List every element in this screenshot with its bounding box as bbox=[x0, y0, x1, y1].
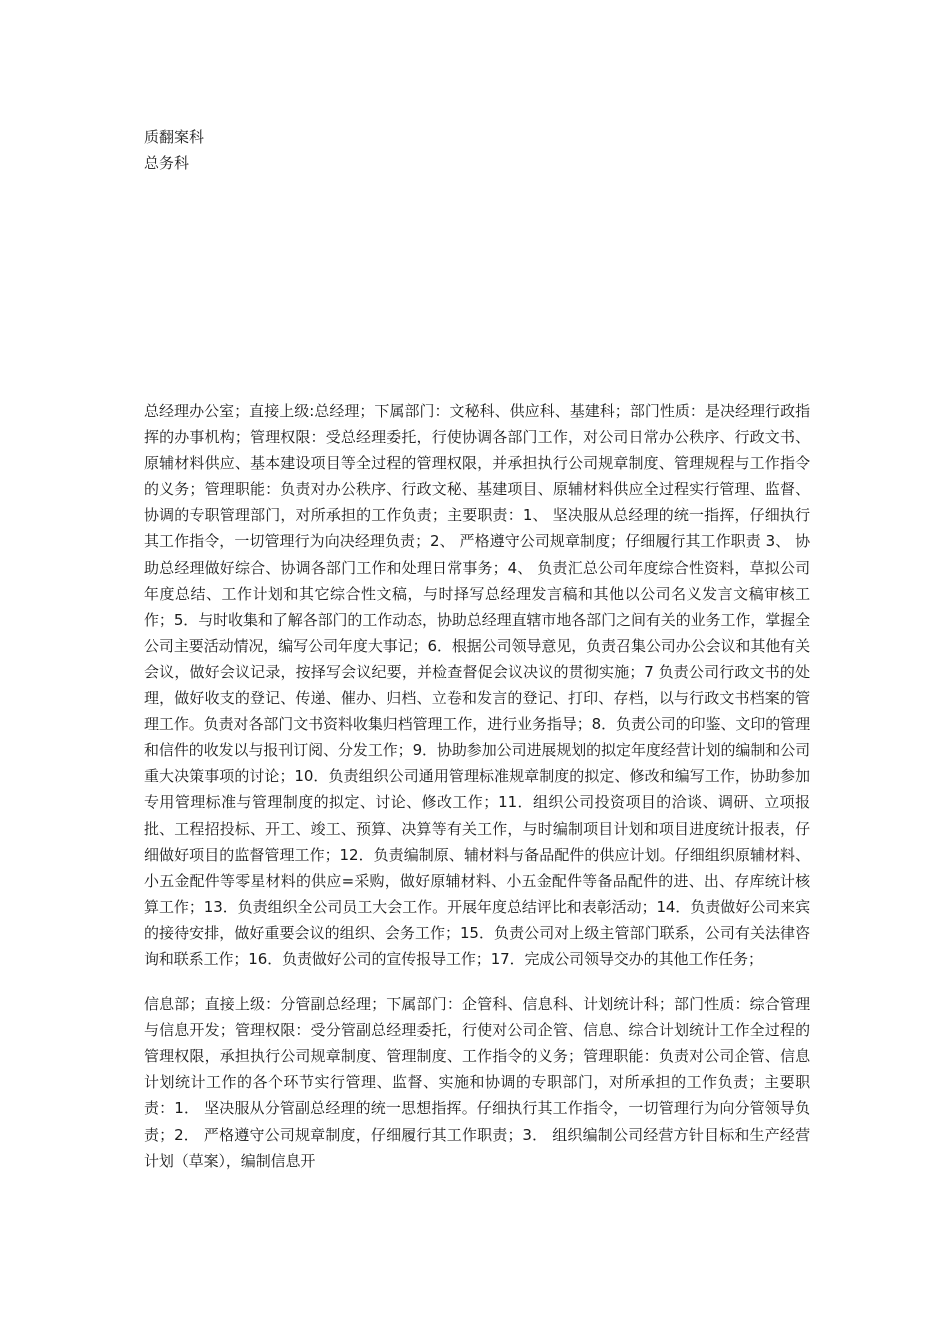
header-line-general-affairs: 总务科 bbox=[144, 154, 190, 172]
paragraph-general-manager-office: 总经理办公室；直接上级:总经理；下属部门：文秘科、供应科、基建科；部门性质：是决经理行政指挥的办事机构；管理权限：受总经理委托，行使协调各部门工作，对公司日常办公秩序、行政文书、原辅材料供应、基本建设项目等全过程的管理权限，并承担执行公司规章制度、管理规程与工作指令的义务；管理职能：负责对办公秩序、行政文秘、基建项目、原辅材料供应全过程实行管理、监督、协调的专职管理部门，对所承担的工作负责；主要职责：1、 坚决服从总经理的统一指挥，仔细执行其工作指令，一切管理行为向决经理负责；2、 严格遵守公司规章制度；仔细履行其工作职责 3、 协助总经理做好综合、协调各部门工作和处理日常事务；4、 负责汇总公司年度综合性资料，草拟公司年度总结、工作计划和其它综合性文稿，与时择写总经理发言稿和其他以公司名义发言文稿审核工作；5．与时收集和了解各部门的工作动态，协助总经理直辖市地各部门之间有关的业务工作，掌握全公司主要活动情况，编写公司年度大事记；6．根据公司领导意见，负责召集公司办公会议和其他有关会议，做好会议记录，按择写会议纪要，并检查督促会议决议的贯彻实施；7 负责公司行政文书的处理，做好收支的登记、传递、催办、归档、立卷和发言的登记、打印、存档，以与行政文书档案的管理工作。负责对各部门文书资料收集归档管理工作，进行业务指导；8．负责公司的印鉴、文印的管理和信件的收发以与报刊订阅、分发工作；9．协助参加公司进展规划的拟定年度经营计划的编制和公司重大决策事项的讨论；10．负责组织公司通用管理标准规章制度的拟定、修改和编写工作，协助参加专用管理标准与管理制度的拟定、讨论、修改工作；11．组织公司投资项目的洽谈、调研、立项报批、工程招投标、开工、竣工、预算、决算等有关工作，与时编制项目计划和项目进度统计报表，仔细做好项目的监督管理工作；12．负责编制原、辅材料与备品配件的供应计划。仔细组织原辅材料、小五金配件等零星材料的供应=采购，做好原辅材料、小五金配件等备品配件的进、出、存库统计核算工作；13．负责组织全公司员工大会工作。开展年度总结评比和表彰活动；14．负责做好公司来宾的接待安排，做好重要会议的组织、会务工作；15．负责公司对上级主管部门联系，公司有关法律咨询和联系工作；16．负责做好公司的宣传报导工作；17．完成公司领导交办的其他工作任务； bbox=[144, 402, 810, 968]
header-line-quality-section: 质翻案科 bbox=[144, 128, 205, 146]
document-body bbox=[144, 398, 810, 1174]
header-lines bbox=[144, 124, 204, 176]
paragraph-information-department: 信息部；直接上级：分管副总经理；下属部门：企管科、信息科、计划统计科；部门性质：综合管理与信息开发；管理权限：受分管副总经理委托，行使对公司企管、信息、综合计划统计工作全过程的管理权限，承担执行公司规章制度、管理制度、工作指令的义务；管理职能：负责对公司企管、信息计划统计工作的各个环节实行管理、监督、实施和协调的专职部门，对所承担的工作负责；主要职责：1． 坚决服从分管副总经理的统一思想指挥。仔细执行其工作指令，一切管理行为向分管领导负责；2． 严格遵守公司规章制度，仔细履行其工作职责；3． 组织编制公司经营方针目标和生产经营计划（草案），编制信息开 bbox=[144, 995, 810, 1170]
